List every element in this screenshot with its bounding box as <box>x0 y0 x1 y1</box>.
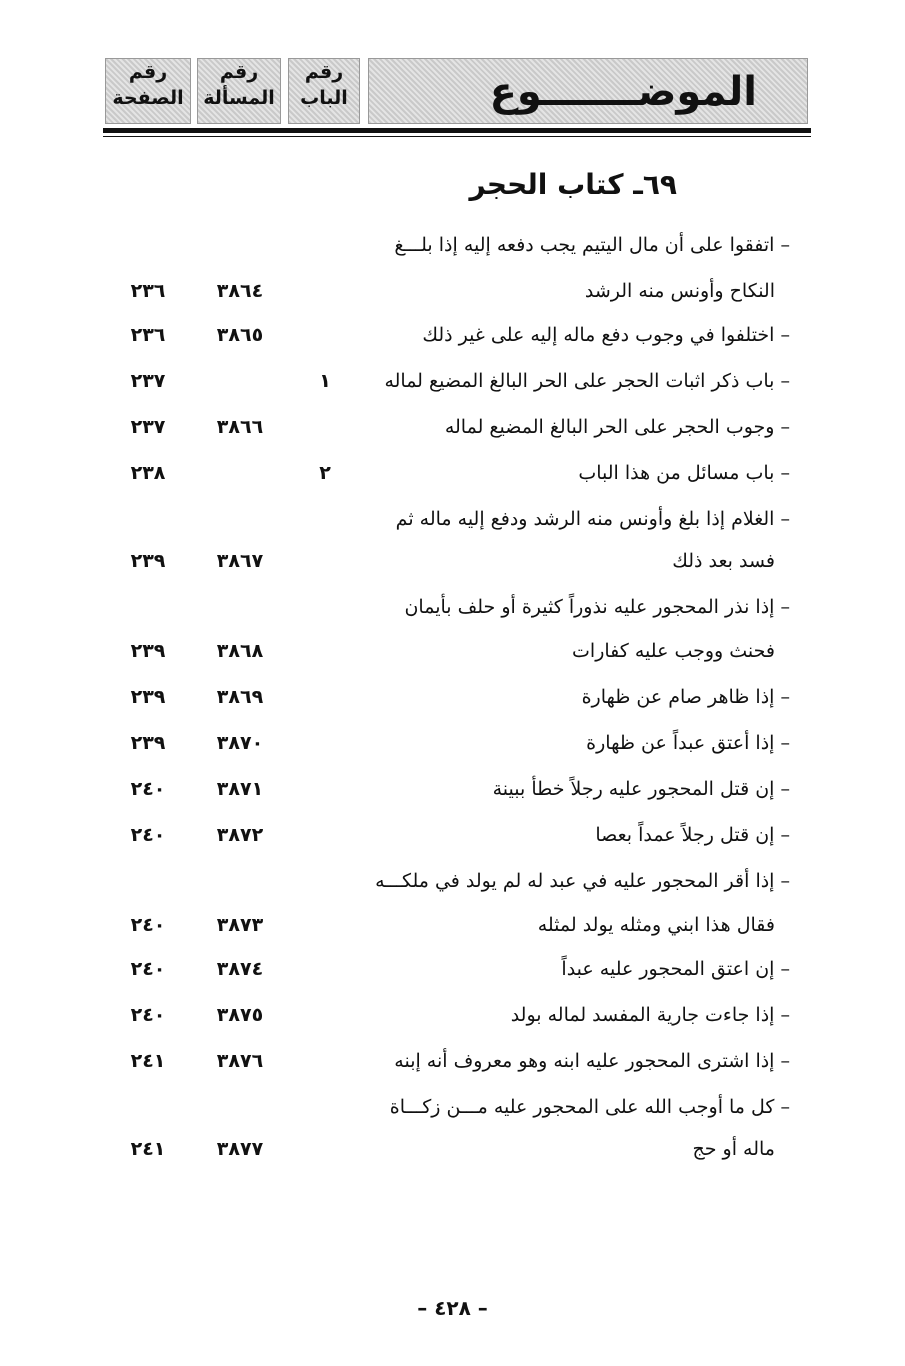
toc-bab-number <box>290 1046 360 1076</box>
toc-safha-number: ٢٣٦ <box>130 280 166 302</box>
toc-entry-line: – باب ذكر اثبات الحجر على الحر البالغ المضيع لماله <box>384 370 790 392</box>
toc-entry-line: ماله أو حج <box>692 1138 775 1160</box>
toc-entry-line: – باب مسائل من هذا الباب <box>578 462 790 484</box>
toc-entry-line: النكاح وأونس منه الرشد <box>584 280 775 302</box>
page-number: – ٤٢٨ – <box>417 1296 488 1320</box>
toc-masala-number: ٣٨٧٤ <box>216 958 264 980</box>
toc-entry-line: – كل ما أوجب الله على المحجور عليه مـــن زكـــاة <box>389 1096 790 1118</box>
toc-entry-line: – اتفقوا على أن مال اليتيم يجب دفعه إليه إذا بلـــغ <box>394 234 790 256</box>
toc-masala-number: ٣٨٧٢ <box>216 824 264 846</box>
toc-entry-line: فحنث ووجب عليه كفارات <box>572 640 775 662</box>
header-masala <box>197 58 281 124</box>
toc-bab-number <box>290 320 360 350</box>
toc-safha-number: ٢٣٩ <box>130 732 166 754</box>
header-subject-label: الموضـــــــوع <box>489 69 757 115</box>
toc-masala-number: ٣٨٧٣ <box>216 914 264 936</box>
toc-masala-number: ٣٨٧١ <box>216 778 264 800</box>
toc-safha-number: ٢٤١ <box>130 1050 166 1072</box>
header-masala-line2: المسألة <box>203 87 275 109</box>
toc-entry-line: – إذا اشترى المحجور عليه ابنه وهو معروف أنه إبنه <box>394 1050 790 1072</box>
toc-safha-number: ٢٤٠ <box>130 958 166 980</box>
toc-masala-number: ٣٨٧٠ <box>216 732 264 754</box>
toc-masala-number: ٣٨٦٧ <box>216 550 264 572</box>
toc-safha-number: ٢٣٦ <box>130 324 166 346</box>
header-subject <box>368 58 808 124</box>
toc-masala-number: ٣٨٦٦ <box>216 416 264 438</box>
toc-bab-number <box>290 682 360 712</box>
toc-bab-number <box>290 546 360 576</box>
toc-safha-number: ٢٣٨ <box>130 462 166 484</box>
toc-bab-number <box>290 954 360 984</box>
toc-entry-line: – إن قتل رجلاً عمداً بعصا <box>595 824 790 846</box>
header-safha-line1: رقم <box>128 61 168 83</box>
toc-masala-number: ٣٨٧٥ <box>216 1004 264 1026</box>
header-safha <box>105 58 191 124</box>
toc-masala-number: ٣٨٧٧ <box>216 1138 264 1160</box>
toc-bab-number <box>290 728 360 758</box>
toc-entry-line: – إذا أعتق عبداً عن ظهارة <box>586 732 790 754</box>
header-masala-line1: رقم <box>219 61 259 83</box>
toc-entry-line: – وجوب الحجر على الحر البالغ المضيع لماله <box>444 416 790 438</box>
toc-bab-number: ١ <box>319 370 331 392</box>
toc-safha-number: ٢٣٩ <box>130 640 166 662</box>
toc-safha-number: ٢٤٠ <box>130 778 166 800</box>
toc-entry-line: – إذا أقر المحجور عليه في عبد له لم يولد في ملكـــه <box>375 870 790 892</box>
toc-entry-line: – إن قتل المحجور عليه رجلاً خطأ ببينة <box>492 778 790 800</box>
header-bab-line1: رقم <box>304 61 344 83</box>
toc-bab-number <box>290 1000 360 1030</box>
toc-masala-number: ٣٨٦٥ <box>216 324 264 346</box>
toc-bab-number: ٢ <box>319 462 331 484</box>
toc-masala-number: ٣٨٧٦ <box>216 1050 264 1072</box>
toc-masala-number <box>200 458 280 488</box>
toc-safha-number: ٢٤١ <box>130 1138 166 1160</box>
toc-bab-number <box>290 412 360 442</box>
toc-safha-number: ٢٣٩ <box>130 686 166 708</box>
toc-safha-number: ٢٣٧ <box>130 416 166 438</box>
toc-bab-number <box>290 276 360 306</box>
toc-masala-number: ٣٨٦٨ <box>216 640 264 662</box>
book-title: ٦٩ـ كتاب الحجر <box>469 168 677 201</box>
toc-masala-number: ٣٨٦٤ <box>216 280 264 302</box>
toc-bab-number <box>290 636 360 666</box>
toc-safha-number: ٢٣٩ <box>130 550 166 572</box>
toc-safha-number: ٢٤٠ <box>130 914 166 936</box>
toc-entry-line: – اختلفوا في وجوب دفع ماله إليه على غير ذلك <box>422 324 790 346</box>
toc-entry-line: – إذا نذر المحجور عليه نذوراً كثيرة أو حلف بأيمان <box>404 596 790 618</box>
toc-bab-number <box>290 1134 360 1164</box>
toc-masala-number <box>200 366 280 396</box>
header-rule-thin <box>103 136 811 137</box>
header-bab-line2: الباب <box>300 87 348 109</box>
toc-safha-number: ٢٤٠ <box>130 824 166 846</box>
toc-entry-line: – إذا ظاهر صام عن ظهارة <box>581 686 790 708</box>
toc-bab-number <box>290 774 360 804</box>
toc-safha-number: ٢٣٧ <box>130 370 166 392</box>
header-safha-line2: الصفحة <box>112 87 184 109</box>
toc-masala-number: ٣٨٦٩ <box>216 686 264 708</box>
header-rule <box>103 128 811 133</box>
toc-entry-line: فقال هذا ابني ومثله يولد لمثله <box>537 914 775 936</box>
toc-safha-number: ٢٤٠ <box>130 1004 166 1026</box>
toc-entry-line: – إذا جاءت جارية المفسد لماله بولد <box>510 1004 790 1026</box>
toc-entry-line: – إن اعتق المحجور عليه عبداً <box>561 958 790 980</box>
toc-entry-line: – الغلام إذا بلغ وأونس منه الرشد ودفع إليه ماله ثم <box>395 508 790 530</box>
toc-bab-number <box>290 910 360 940</box>
toc-bab-number <box>290 820 360 850</box>
header-bab <box>288 58 360 124</box>
toc-entry-line: فسد بعد ذلك <box>672 550 775 572</box>
